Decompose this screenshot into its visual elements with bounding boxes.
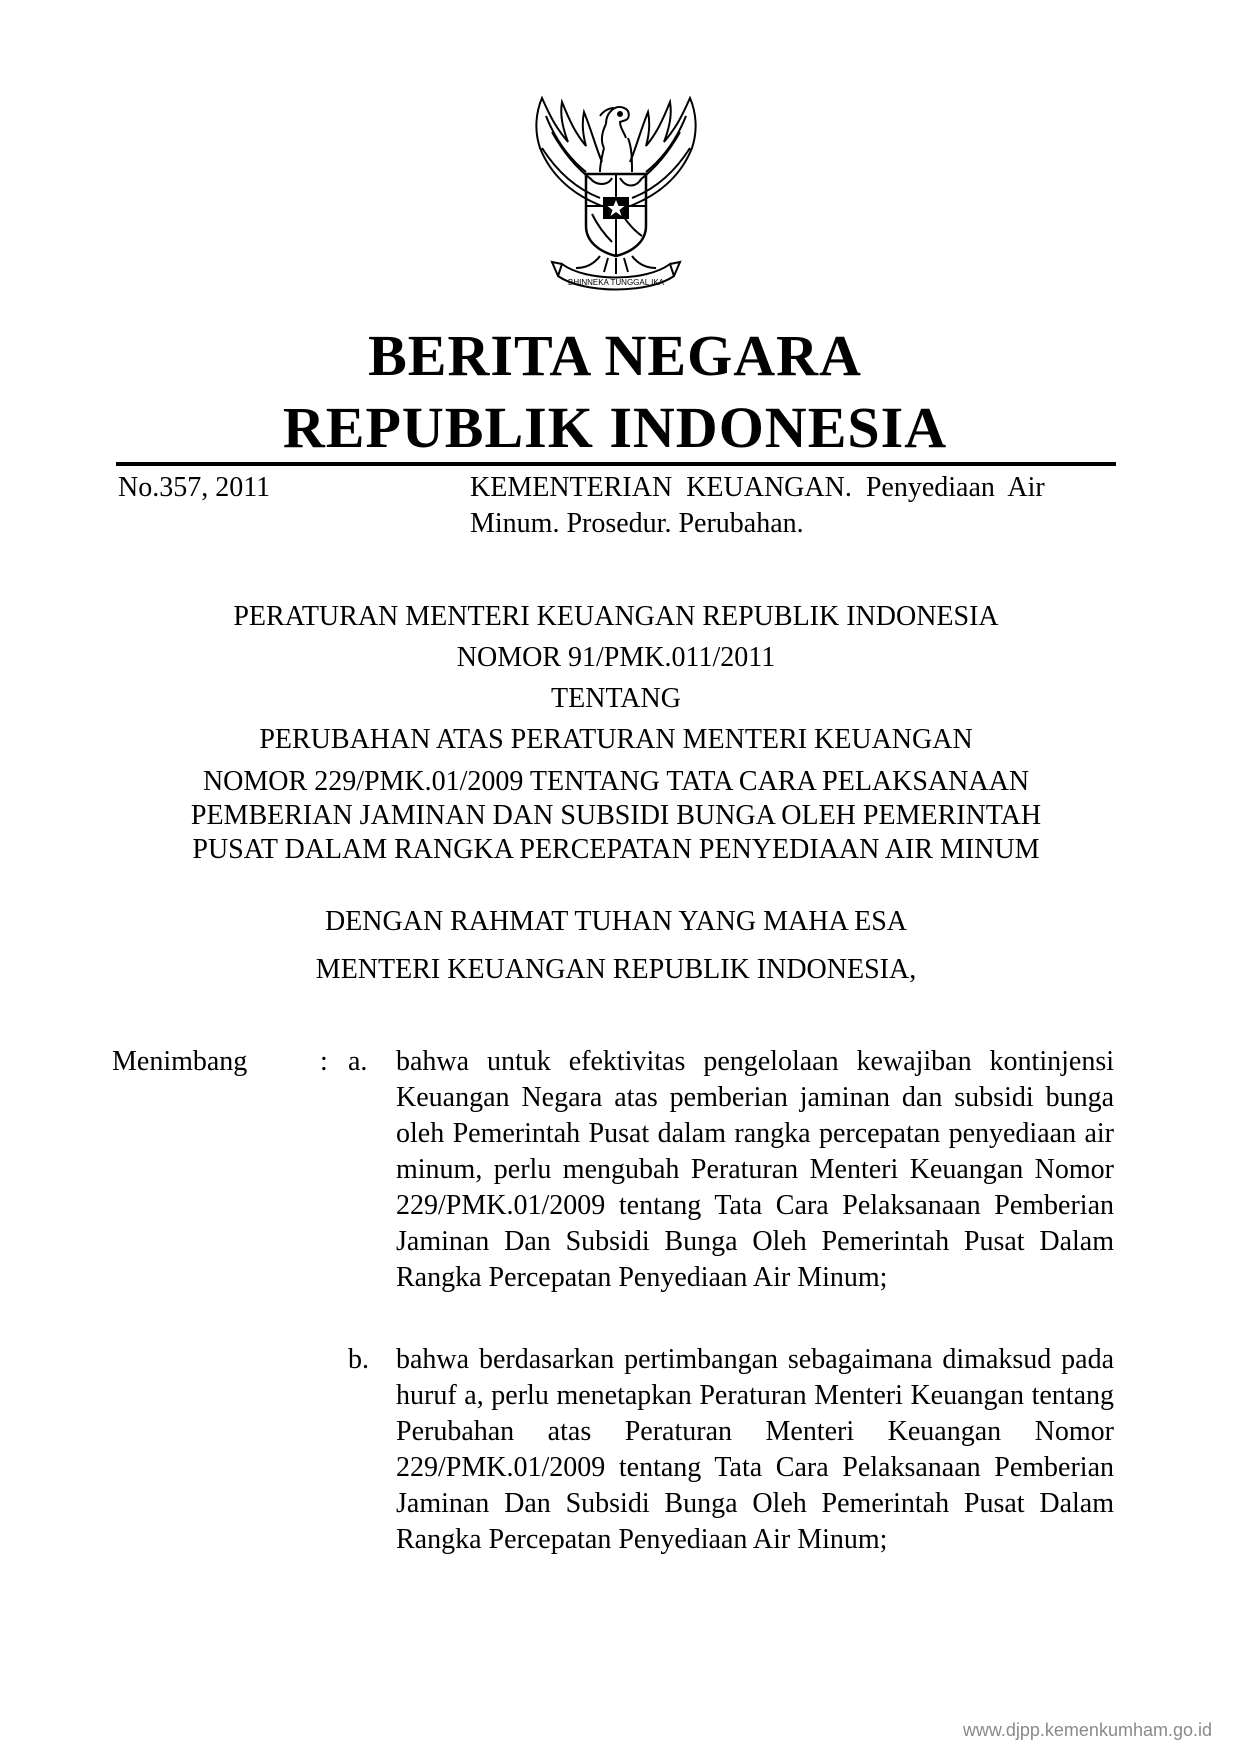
preamble bbox=[116, 898, 1116, 994]
considering-item-text: bahwa berdasarkan pertimbangan sebagaimana dimaksud pada huruf a, perlu menetapkan Peraturan Menteri Keuangan tentang Perubahan atas Peraturan Menteri Keuangan Nomor 229/PMK.01/2009 tentang Tata Cara Pelaksanaan Pemberian Jaminan Dan Subsidi Bunga Oleh Pemerintah Pusat Dalam Rangka Percepatan Penyediaan Air Minum; bbox=[396, 1344, 1114, 1555]
issue-number: No.357, 2011 bbox=[118, 472, 271, 503]
considering-item-text: bahwa untuk efektivitas pengelolaan kewajiban kontinjensi Keuangan Negara atas pemberian jaminan dan subsidi bunga oleh Pemerintah Pusat dalam rangka percepatan penyediaan air minum, perlu mengubah Peraturan Menteri Keuangan Nomor 229/PMK.01/2009 tentang Tata Cara Pelaksanaan Pemberian Jaminan Dan Subsidi Bunga Oleh Pemerintah Pusat Dalam Rangka Percepatan Penyediaan Air Minum; bbox=[396, 1046, 1114, 1293]
issuer: MENTERI KEUANGAN REPUBLIK INDONESIA, bbox=[315, 954, 917, 985]
regulation-heading bbox=[116, 596, 1116, 760]
garuda-pancasila-emblem-icon bbox=[516, 86, 716, 298]
regulation-line4: PERUBAHAN ATAS PERATURAN MENTERI KEUANGAN bbox=[259, 724, 973, 755]
regulation-line1: PERATURAN MENTERI KEUANGAN REPUBLIK INDONESIA bbox=[233, 601, 999, 632]
considering-item-letter: b. bbox=[348, 1344, 369, 1375]
regulation-title-line: NOMOR 229/PMK.01/2009 TENTANG TATA CARA PELAKSANAAN bbox=[202, 766, 1030, 797]
masthead-title-line2: REPUBLIK INDONESIA bbox=[282, 395, 948, 460]
emblem-motto: BHINNEKA TUNGGAL IKA bbox=[567, 278, 665, 287]
regulation-number: NOMOR 91/PMK.011/2011 bbox=[456, 642, 776, 673]
invocation: DENGAN RAHMAT TUHAN YANG MAHA ESA bbox=[324, 906, 908, 937]
footer-url: www.djpp.kemenkumham.go.id bbox=[962, 1720, 1212, 1740]
masthead-divider bbox=[116, 462, 1116, 466]
issue-subject-line2: Minum. Prosedur. Perubahan. bbox=[470, 508, 804, 539]
regulation-title-line: PUSAT DALAM RANGKA PERCEPATAN PENYEDIAAN AIR MINUM bbox=[192, 834, 1040, 865]
considering-item-letter: a. bbox=[348, 1046, 368, 1077]
issue-subject bbox=[470, 470, 1114, 542]
considering-label: Menimbang bbox=[112, 1046, 248, 1077]
regulation-about: TENTANG bbox=[551, 683, 681, 714]
regulation-title-line: PEMBERIAN JAMINAN DAN SUBSIDI BUNGA OLEH PEMERINTAH bbox=[190, 800, 1042, 831]
regulation-title bbox=[116, 765, 1116, 867]
considering-colon: : bbox=[320, 1046, 328, 1077]
issue-subject-line1: KEMENTERIAN KEUANGAN. Penyediaan Air bbox=[470, 472, 1045, 503]
masthead-title-line1: BERITA NEGARA bbox=[368, 323, 862, 388]
